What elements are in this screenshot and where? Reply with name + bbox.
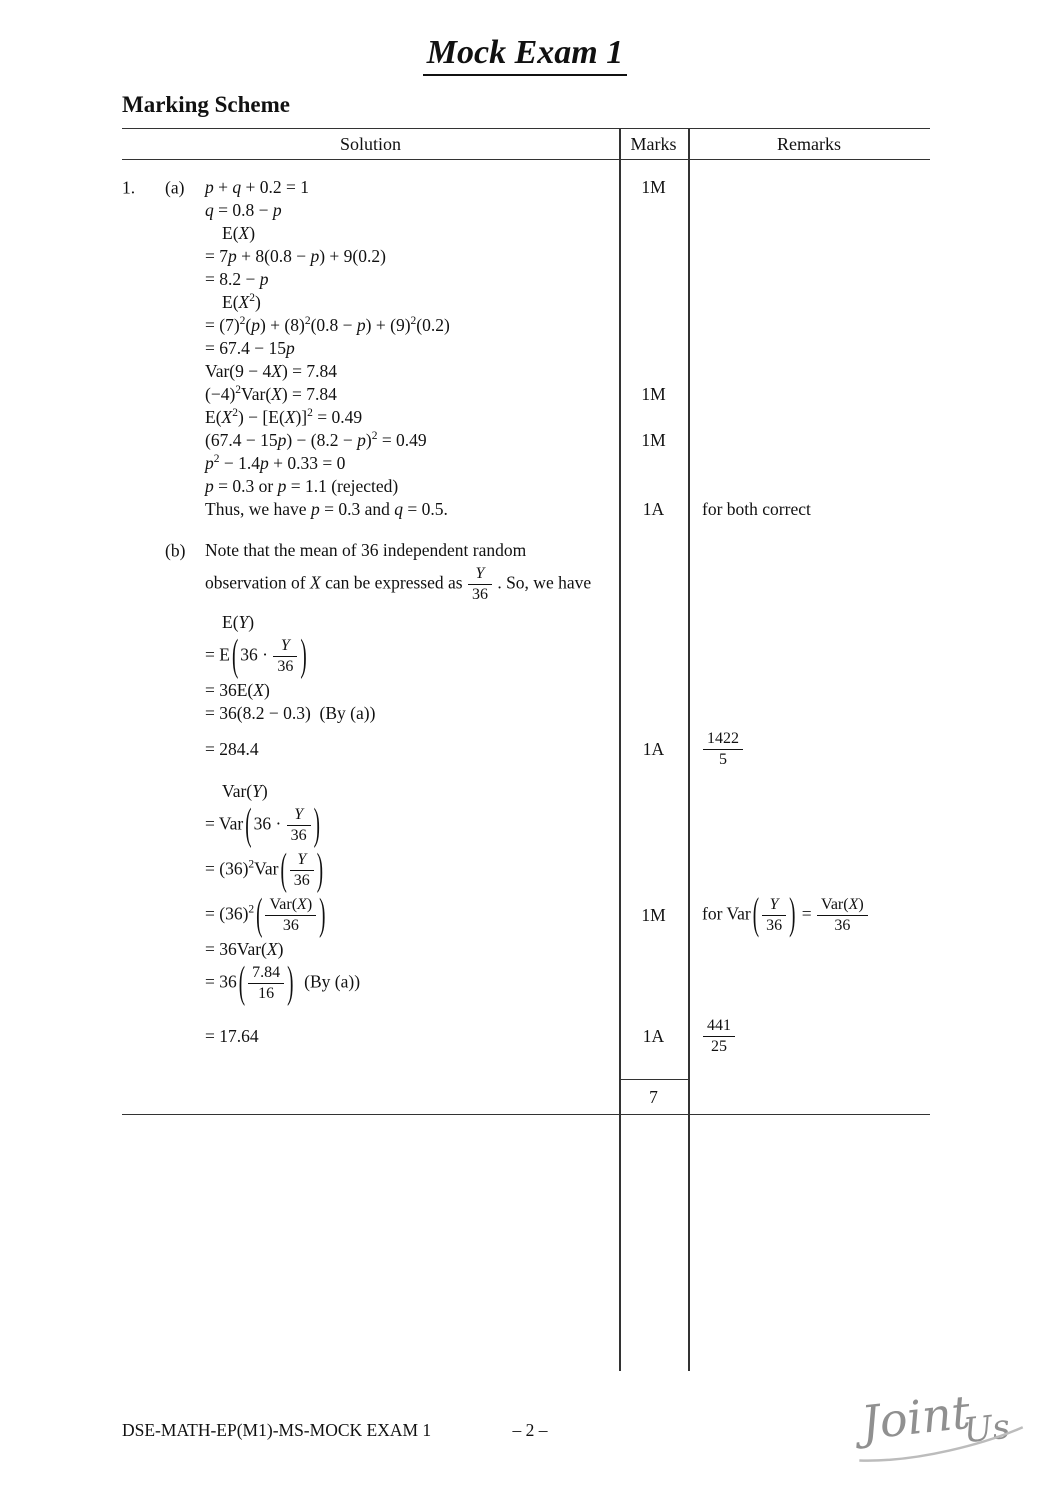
tall-paren: )	[319, 890, 326, 941]
remarks-cell	[688, 498, 930, 521]
marks-cell	[619, 337, 688, 360]
solution-line	[122, 679, 619, 702]
marks-cell	[619, 611, 688, 634]
marks-cell: 1A	[642, 739, 665, 759]
col-header-solution: Solution	[339, 133, 401, 154]
solution-text: = $(7)^2(p) + (8)^2(0.8 - p) + (9)^2(0.2)$	[205, 315, 450, 335]
remarks-cell	[688, 938, 930, 961]
remarks-cell	[688, 222, 930, 245]
tall-paren: )	[287, 958, 294, 1009]
marking-scheme-heading: Marking Scheme	[122, 92, 291, 117]
solution-line	[122, 268, 619, 291]
marks-cell	[619, 938, 688, 961]
remarks-cell	[688, 383, 930, 406]
solution-text: $E(X^2) - [E(X)]^2 = 0.49$	[205, 407, 363, 427]
solution-line	[122, 702, 619, 725]
table-row	[122, 291, 930, 314]
solution-line	[122, 562, 619, 607]
remarks-cell	[688, 727, 930, 772]
solution-text: = $(36)^2$ ( $\frac{\text{Var(X)}}{36}$ )	[122, 893, 327, 938]
table-row	[122, 702, 930, 725]
remark-text: for Var ( $\frac{Y}{36}$ ) = $\frac{\text{Var(X)}}{36}$	[702, 893, 869, 938]
solution-text: = 36Var(X)	[205, 939, 284, 959]
remarks-cell	[688, 406, 930, 429]
fraction: $\frac{1422}{5}$	[703, 729, 743, 770]
marks-cell	[619, 562, 688, 607]
solution-line	[122, 780, 619, 803]
tall-paren: )	[316, 845, 324, 896]
remarks-cell	[688, 176, 930, 199]
marks-cell: 1M	[641, 905, 666, 925]
remarks-cell	[688, 803, 930, 848]
question-number: 1.	[122, 177, 136, 197]
remarks-cell	[688, 429, 930, 452]
solution-text: = E ( 36 · $\frac{Y}{36}$ )	[122, 634, 309, 679]
marks-cell: 1M	[641, 384, 666, 404]
marking-table	[122, 128, 930, 1371]
table-row	[122, 383, 930, 406]
table-row	[122, 245, 930, 268]
remarks-cell	[688, 475, 930, 498]
tall-paren: (	[231, 631, 239, 682]
table-row	[122, 800, 930, 851]
solution-line	[122, 539, 619, 562]
marks-cell	[619, 406, 688, 429]
part-label: (a)	[165, 177, 185, 197]
solution-line	[122, 429, 619, 452]
solution-text: p = 0.3 or p = 1.1 (rejected)	[205, 476, 399, 496]
marks-cell	[619, 848, 688, 893]
tall-paren: (	[752, 889, 760, 939]
tall-paren: (	[245, 800, 252, 851]
remarks-cell	[688, 634, 930, 679]
footer-page-number: – 2 –	[512, 1420, 548, 1440]
watermark-text-2: Us	[961, 1406, 1012, 1452]
marks-cell	[619, 679, 688, 702]
fraction: $\frac{Y}{36}$	[762, 895, 786, 936]
marks-cell	[619, 803, 688, 848]
solution-text: E(X)	[222, 223, 256, 243]
fraction: $\frac{Y}{36}$	[290, 850, 314, 891]
table-row	[122, 562, 930, 607]
marks-cell	[619, 452, 688, 475]
solution-line	[122, 222, 619, 245]
solution-text: $E(X^2)$	[222, 292, 261, 312]
col-header-marks: Marks	[630, 133, 677, 154]
remarks-cell	[688, 562, 930, 607]
solution-text: $(67.4 - 15p) - (8.2 - p)^2 = 0.49$	[205, 430, 427, 450]
watermark-text-1: Joint	[858, 1384, 973, 1450]
total-row-remarks-cell	[688, 1079, 930, 1114]
marks-cell: 1M	[641, 177, 666, 197]
solution-text: Var(9 − 4X) = 7.84	[205, 361, 338, 381]
table-row	[122, 360, 930, 383]
fraction: $\frac{Y}{36}$	[468, 564, 492, 605]
table-row	[122, 429, 930, 452]
solution-line	[122, 176, 619, 199]
fraction: $\frac{Y}{36}$	[287, 805, 311, 846]
footer-doc-code: DSE-MATH-EP(M1)-MS-MOCK EXAM 1	[122, 1420, 432, 1440]
solution-line	[122, 1014, 619, 1059]
solution-line	[122, 631, 619, 682]
solution-line	[122, 958, 619, 1009]
solution-line	[122, 498, 619, 521]
marks-cell	[619, 245, 688, 268]
solution-text: = 7p + 8(0.8 − p) + 9(0.2)	[205, 246, 386, 266]
tall-paren: (	[280, 845, 287, 896]
solution-text: p + q + 0.2 = 1	[205, 177, 309, 197]
remarks-cell	[688, 268, 930, 291]
marks-cell	[619, 961, 688, 1006]
marks-cell	[619, 291, 688, 314]
remarks-cell	[688, 702, 930, 725]
solution-text: = 67.4 − 15p	[205, 338, 295, 358]
table-row	[122, 845, 930, 896]
solution-text: = 36 ( $\frac{7.84}{16}$ ) (By (a))	[122, 961, 360, 1006]
ext-remarks-cell	[688, 1115, 930, 1371]
remarks-cell	[688, 611, 930, 634]
fraction: $\frac{441}{25}$	[703, 1016, 735, 1057]
remarks-cell	[688, 360, 930, 383]
total-row-solution-cell	[122, 1079, 619, 1114]
watermark-logo	[859, 1380, 1019, 1450]
remarks-cell	[688, 780, 930, 803]
col-header-remarks: Remarks	[777, 133, 841, 154]
tall-paren: (	[256, 890, 263, 941]
table-row	[122, 337, 930, 360]
solution-text: Thus, we have p = 0.3 and q = 0.5.	[205, 499, 448, 519]
solution-line	[122, 845, 619, 896]
solution-line	[122, 245, 619, 268]
table-row	[122, 889, 930, 941]
table-row	[122, 498, 930, 521]
marks-cell	[619, 199, 688, 222]
marks-total-row	[122, 1079, 930, 1114]
marks-cell	[619, 268, 688, 291]
marks-cell	[619, 314, 688, 337]
remark-text: for both correct	[702, 499, 811, 519]
solution-text: = 8.2 − p	[205, 269, 269, 289]
solution-text: = 36E(X)	[205, 680, 270, 700]
remarks-cell	[688, 314, 930, 337]
table-row	[122, 539, 930, 562]
part-label: (b)	[165, 540, 186, 560]
solution-line	[122, 337, 619, 360]
remarks-cell	[688, 452, 930, 475]
ext-solution-cell	[122, 1115, 619, 1371]
remarks-cell	[688, 199, 930, 222]
tall-paren: )	[789, 889, 796, 939]
empty-extension-row	[122, 1115, 930, 1371]
solution-text: = 284.4	[205, 739, 259, 759]
solution-line	[122, 383, 619, 406]
column-divider-1	[619, 128, 621, 1371]
fraction: $\frac{\text{Var(X)}}{36}$	[265, 895, 316, 936]
marks-cell: 1A	[642, 499, 665, 519]
solution-text: observation of X can be expressed as $\frac{Y}{36}$ . So, we have	[205, 565, 592, 603]
remarks-cell	[688, 291, 930, 314]
title-wrap	[0, 34, 1050, 76]
solution-line	[122, 475, 619, 498]
solution-line	[122, 727, 619, 772]
table-row	[122, 611, 930, 634]
solution-line	[122, 938, 619, 961]
marks-cell	[619, 222, 688, 245]
solution-text: $(-4)^2Var(X) = 7.84$	[205, 384, 337, 404]
solution-line	[122, 406, 619, 429]
table-body	[122, 160, 930, 1059]
remarks-cell	[688, 337, 930, 360]
table-header-row	[122, 128, 930, 160]
marks-cell	[619, 702, 688, 725]
remarks-cell	[688, 1014, 930, 1059]
marks-cell	[619, 539, 688, 562]
marks-cell	[619, 360, 688, 383]
marks-cell	[619, 780, 688, 803]
exam-title: Mock Exam 1	[423, 34, 627, 76]
marks-cell: 1A	[642, 1026, 665, 1046]
marks-total: 7	[619, 1079, 688, 1114]
remarks-cell	[688, 245, 930, 268]
solution-text: = 36(8.2 − 0.3) (By (a))	[205, 703, 376, 723]
table-row	[122, 780, 930, 803]
remark-text	[702, 1014, 736, 1059]
solution-text: = 17.64	[205, 1026, 259, 1046]
solution-line	[122, 452, 619, 475]
table-row	[122, 475, 930, 498]
remarks-cell	[688, 889, 930, 939]
tall-paren: )	[300, 631, 307, 682]
tall-paren: (	[238, 958, 246, 1009]
solution-line	[122, 800, 619, 851]
fraction: $\frac{7.84}{16}$	[248, 963, 284, 1004]
solution-text: $p^2 - 1.4p + 0.33 = 0$	[205, 453, 346, 473]
solution-line	[122, 890, 619, 941]
table-row	[122, 314, 930, 337]
table-row	[122, 199, 930, 222]
solution-text: Var(Y)	[222, 781, 268, 801]
remarks-cell	[688, 848, 930, 893]
table-row	[122, 631, 930, 682]
solution-line	[122, 314, 619, 337]
solution-text: E(Y)	[222, 612, 255, 632]
solution-text: Note that the mean of 36 independent random	[205, 540, 527, 560]
solution-text: q = 0.8 − p	[205, 200, 282, 220]
solution-line	[122, 291, 619, 314]
fraction: $\frac{Y}{36}$	[273, 636, 297, 677]
table-row	[122, 176, 930, 199]
solution-line	[122, 199, 619, 222]
marks-cell	[619, 634, 688, 679]
table-row	[122, 406, 930, 429]
solution-line	[122, 360, 619, 383]
ext-marks-cell	[619, 1115, 688, 1371]
remarks-cell	[688, 961, 930, 1006]
marks-cell	[619, 475, 688, 498]
remarks-cell	[688, 539, 930, 562]
tall-paren: )	[313, 800, 320, 851]
table-row	[122, 268, 930, 291]
solution-line	[122, 611, 619, 634]
table-row	[122, 1014, 930, 1059]
fraction: $\frac{\text{Var(X)}}{36}$	[817, 895, 868, 936]
table-row	[122, 452, 930, 475]
column-divider-2	[688, 128, 690, 1371]
table-row	[122, 958, 930, 1009]
table-row	[122, 727, 930, 772]
table-row	[122, 679, 930, 702]
table-row	[122, 222, 930, 245]
solution-text: = $(36)^2Var$ ( $\frac{Y}{36}$ )	[122, 848, 325, 893]
marks-cell: 1M	[641, 430, 666, 450]
solution-text: = Var ( 36 · $\frac{Y}{36}$ )	[122, 803, 322, 848]
remarks-cell	[688, 679, 930, 702]
remark-text	[702, 727, 744, 772]
